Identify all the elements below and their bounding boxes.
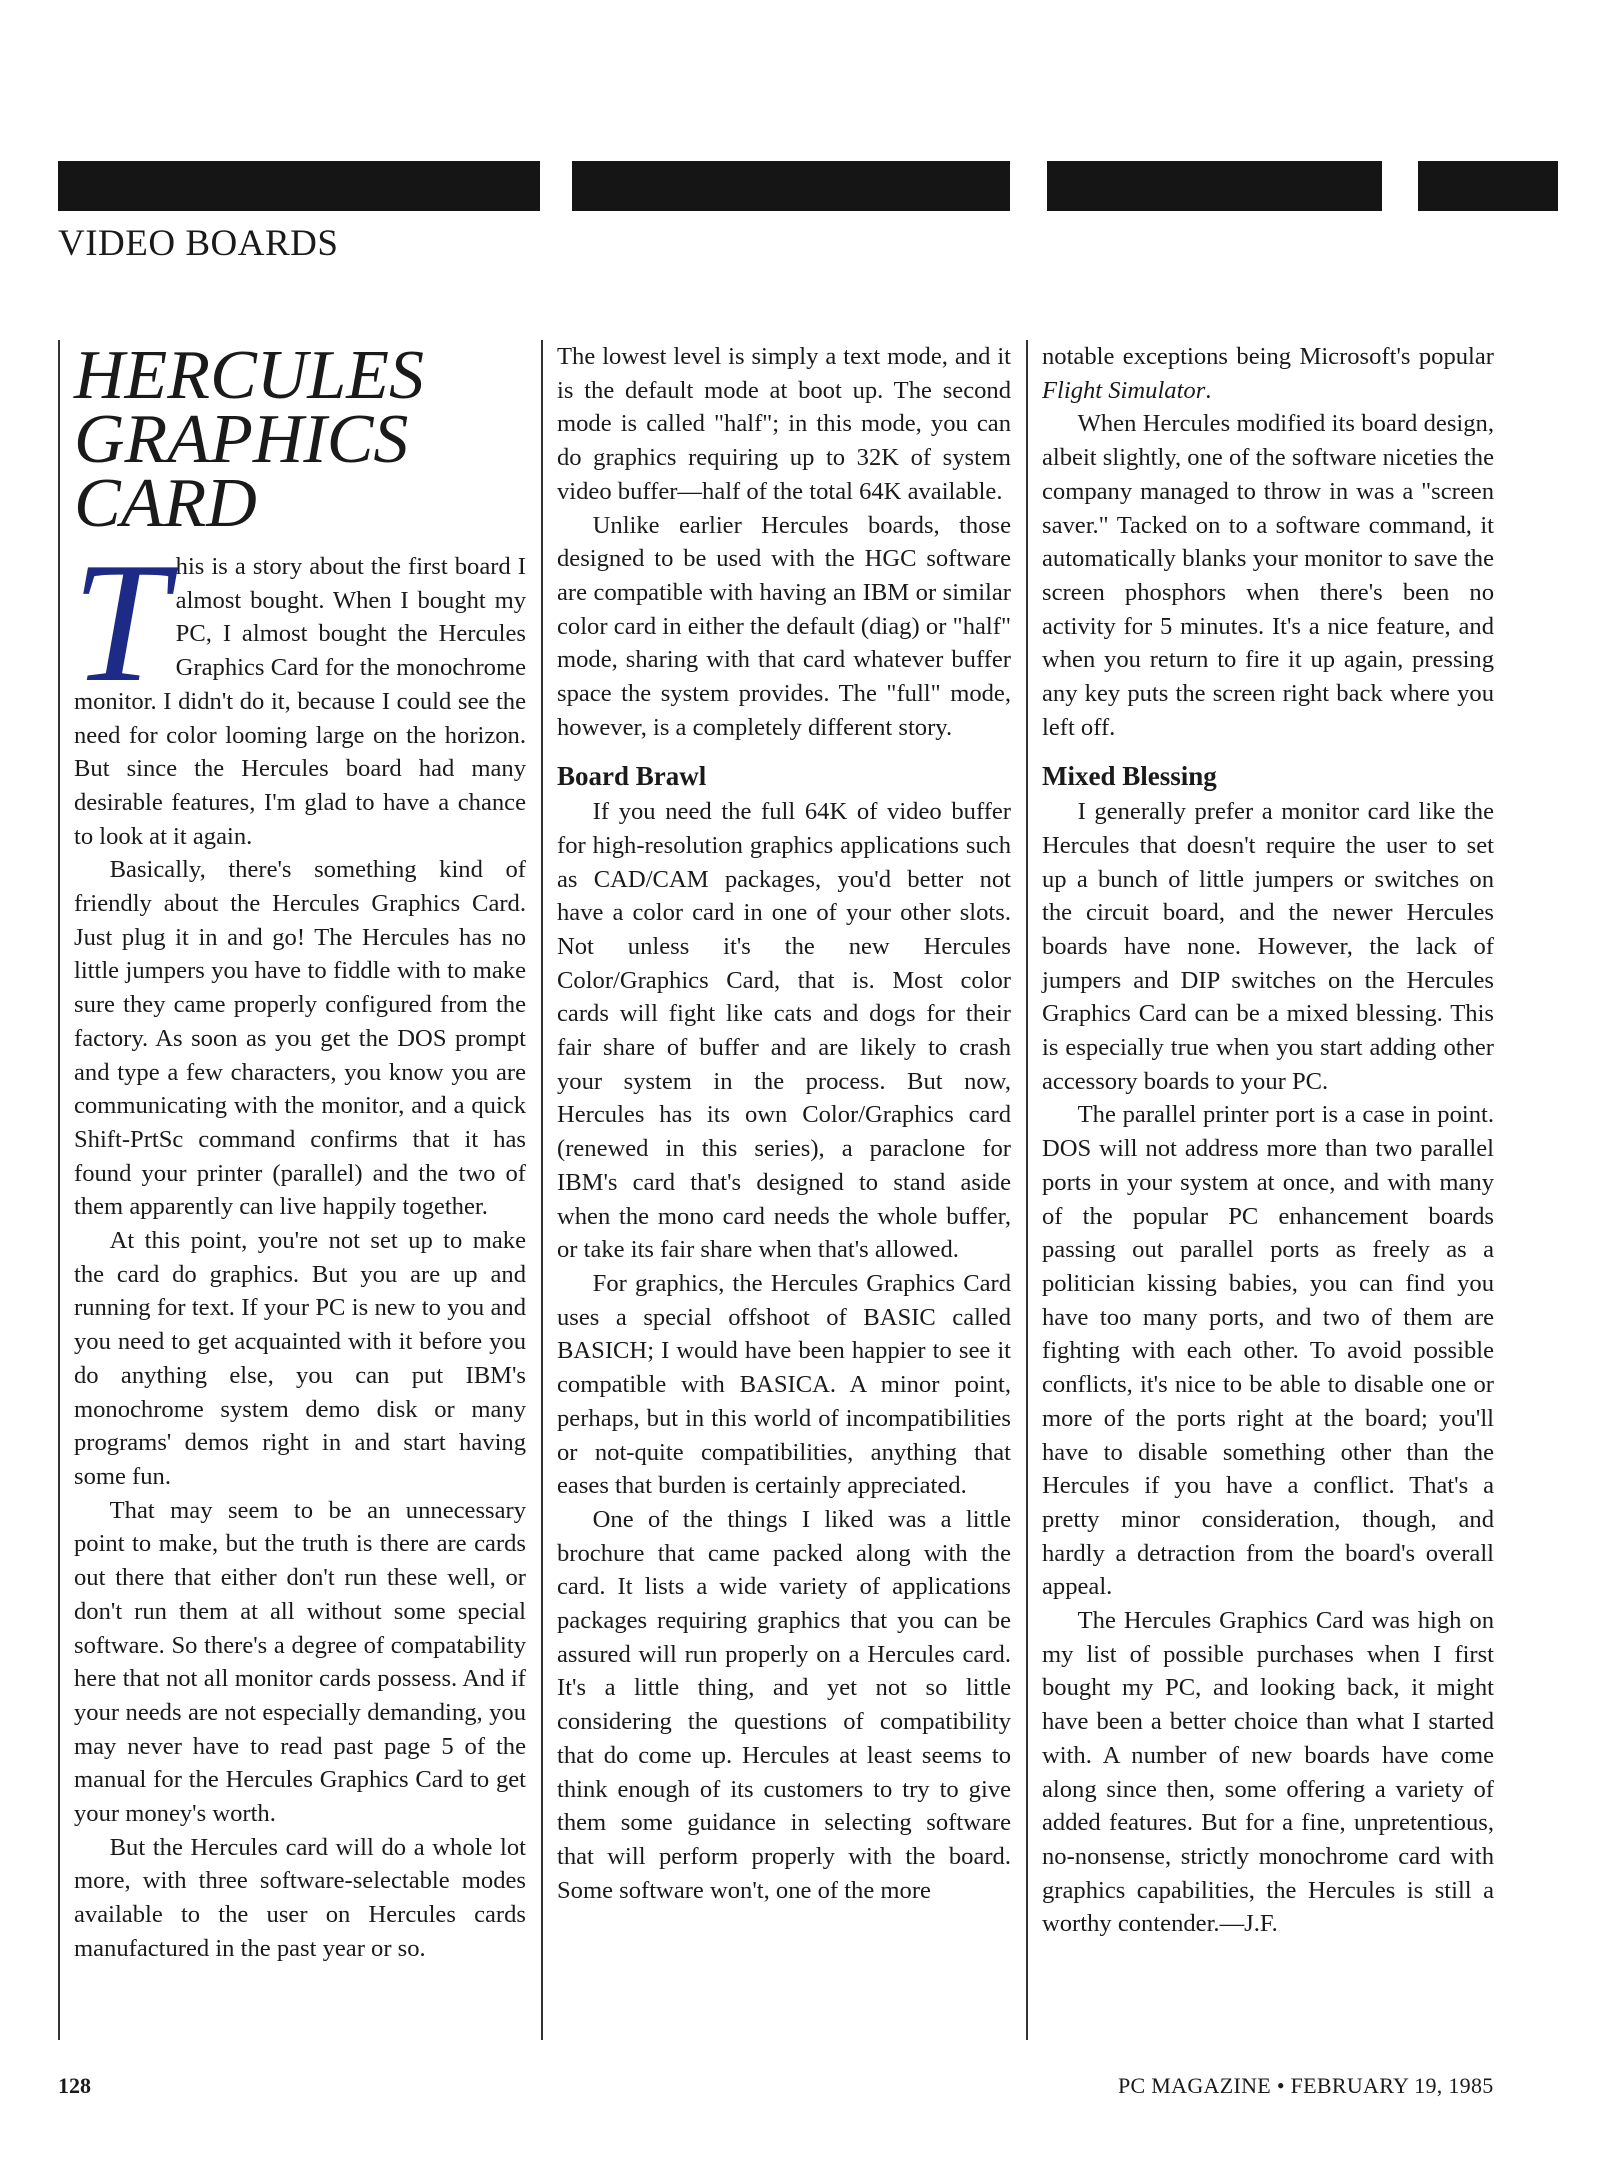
header-bar-3 xyxy=(1047,161,1382,211)
paragraph: I generally prefer a monitor card like the Hercules that doesn't require the user to set up a bunch of little jumpers or switches on the circuit board, and the newer Hercules boards have none. However, the lack of jumpers and DIP switches on the Hercules Graphics Card can be a mixed blessing. This is especially true when you start adding other accessory boards to your PC. xyxy=(1042,798,1494,1095)
drop-cap: T xyxy=(72,528,168,718)
paragraph: One of the things I liked was a little brochure that came packed along with the card. It lists a wide variety of applications packages requiring graphics that you can be assured will run properly on a Hercules card. It's a little thing, and yet not so little considering the questions of compatibility that do come up. Hercules at least seems to think enough of its customers to try to give them some guidance in selecting software that will perform properly with the board. Some software won't, one of the more xyxy=(557,1505,1011,1904)
paragraph: When Hercules modified its board design, albeit slightly, one of the software niceties the company managed to throw in was a "screen saver." Tacked on to a software command, it automatically blanks your monitor to save the screen phosphors when there's been no activity for 5 minutes. It's a nice feature, and when you return to fire it up again, pressing any key puts the screen right back where you left off. xyxy=(1042,410,1494,741)
paragraph: Basically, there's something kind of friendly about the Hercules Graphics Card. Just plug it in and go! The Hercules has no little jumpers you have to fiddle with to make sure they came properly configured from the factory. As soon as you get the DOS prompt and type a few characters, you know you are communicating with the monitor, and a quick Shift-PrtSc command confirms that it has found your printer (parallel) and the two of them apparently can live happily together. xyxy=(74,856,526,1221)
paragraph: The lowest level is simply a text mode, and it is the default mode at boot up. The second mode is called "half"; in this mode, you can do graphics requiring up to 32K of system video buffer—half of the total 64K available. xyxy=(557,343,1011,505)
section-label: VIDEO BOARDS xyxy=(58,223,339,264)
column-2 xyxy=(557,340,1011,1907)
header-bar-2 xyxy=(572,161,1010,211)
column-1 xyxy=(72,337,526,1966)
header-bar-1 xyxy=(58,161,540,211)
paragraph: At this point, you're not set up to make the card do graphics. But you are up and running for text. If your PC is new to you and you need to get acquainted with it before you do anything else, you can put IBM's monochrome system demo disk or many programs' demos right in and start having some fun. xyxy=(74,1227,526,1490)
header-bar-4 xyxy=(1418,161,1558,211)
paragraph: But the Hercules card will do a whole lot more, with three software-selectable modes available to the user on Hercules cards manufactured in the past year or so. xyxy=(74,1833,526,1962)
paragraph: The parallel printer port is a case in point. DOS will not address more than two parallel ports in your system at once, and with many of the popular PC enhancement boards passing out parallel ports as freely as a politician kissing babies, you can find you have too many ports, and two of them are fighting with each other. To avoid possible conflicts, it's nice to be able to disable one or more of the ports right at the board; you'll have to disable something other than the Hercules if you have a conflict. That's a pretty minor consideration, though, and hardly a detraction from the board's overall appeal. xyxy=(1042,1101,1494,1601)
paragraph: That may seem to be an unnecessary point to make, but the truth is there are cards out there that either don't run these well, or don't run them at all without some special software. So there's a degree of compatability here that not all monitor cards possess. And if your needs are not especially demanding, you may never have to read past page 5 of the manual for the Hercules Graphics Card to get your money's worth. xyxy=(74,1496,526,1828)
subhead-mixed-blessing: Mixed Blessing xyxy=(1042,761,1217,792)
paragraph: For graphics, the Hercules Graphics Card uses a special offshoot of BASIC called BASICH; I would have been happier to see it compatible with BASICA. A minor point, perhaps, but in this world of incompatibilities or not-quite compatibilities, anything that eases that burden is certainly appreciated. xyxy=(557,1269,1011,1500)
article-title xyxy=(74,337,526,542)
paragraph-text: his is a story about the first board I almost bought. When I bought my PC, I almost bought the Hercules Graphics Card for the monochrome monitor. I didn't do it, because I could see the need for color looming large on the horizon. But since the Hercules board had many desirable features, I'm glad to have a chance to look at it again. xyxy=(74,553,526,850)
footer-publication: PC MAGAZINE • FEBRUARY 19, 1985 xyxy=(1118,2073,1494,2098)
paragraph: Unlike earlier Hercules boards, those designed to be used with the HGC software are compatible with having an IBM or similar color card in either the default (diag) or "half" mode, sharing with that card whatever buffer space the system provides. The "full" mode, however, is a completely different story. xyxy=(557,511,1011,741)
column-rule-right xyxy=(1026,340,1028,2040)
paragraph xyxy=(72,528,526,853)
title-line: CARD xyxy=(74,465,257,542)
title-line: HERCULES xyxy=(74,337,424,414)
paragraph-text: . xyxy=(1205,376,1212,404)
software-title: Flight Simulator xyxy=(1042,376,1206,404)
paragraph: The Hercules Graphics Card was high on my list of possible purchases when I first bought my PC, and looking back, it might have been a better choice than what I started with. A number of new boards have come along since then, some offering a variety of added features. But for a fine, unpretentious, no-nonsense, strictly monochrome card with graphics capabilities, the Hercules is still a worthy contender.—J.F. xyxy=(1042,1607,1494,1938)
title-line: GRAPHICS xyxy=(74,401,409,478)
subhead-board-brawl: Board Brawl xyxy=(557,761,707,792)
column-rule-left xyxy=(58,340,60,2040)
paragraph: If you need the full 64K of video buffer for high-resolution graphics applications such as CAD/CAM packages, you'd better not have a color card in one of your other slots. Not unless it's the new Hercules Color/Graphics Card, that is. Most color cards will fight like cats and dogs for their fair share of buffer and are likely to crash your system in the process. But now, Hercules has its own Color/Graphics card (renewed in this series), a paraclone for IBM's card that's designed to stand aside when the mono card needs the whole buffer, or take its fair share when that's allowed. xyxy=(557,798,1011,1264)
paragraph xyxy=(1042,340,1494,407)
column-rule-middle xyxy=(541,340,543,2040)
paragraph-text: notable exceptions being Microsoft's popular xyxy=(1042,343,1494,370)
page-number: 128 xyxy=(58,2073,91,2098)
column-3 xyxy=(1042,340,1494,1941)
